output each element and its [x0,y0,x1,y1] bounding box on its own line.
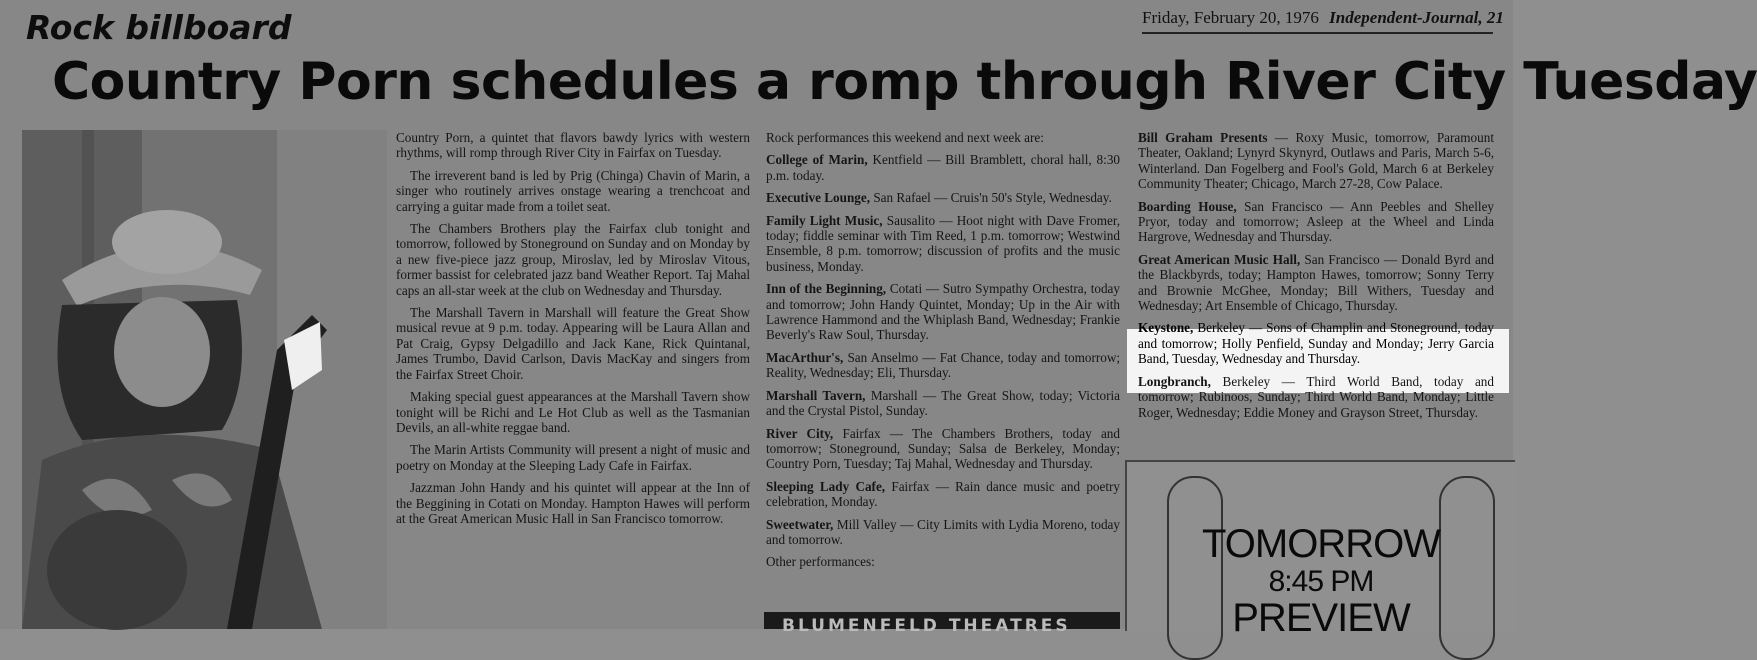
listing-item [766,479,1120,510]
listing-item [766,190,1120,205]
venue-name: MacArthur's, [766,349,844,365]
other-performances-label: Other performances: [766,554,875,570]
headline: Country Porn schedules a romp through River City Tuesday [52,52,1757,112]
venue-name: Sweetwater, [766,516,834,532]
listing-item-keystone [1138,320,1494,366]
venue-name: Great American Music Hall, [1138,251,1301,267]
listing-detail: San Rafael — Cruis'n 50's Style, Wednesday. [873,190,1112,206]
listing-detail: Cotati — Sutro Sympathy Orchestra, today and tomorrow; John Handy Quintet, Monday; Up in the Air with Lawrence Hammond and the Whiplash Band, Wednesday; Frankie Beverly's Raw Soul, Thursday. [766,281,1120,343]
musician-photo [22,130,387,629]
listing-detail: San Francisco — Ann Peebles and Shelley Pryor, today and tomorrow; Asleep at the Wheel and Linda Hargrove, Wednesday and Thursday. [1138,198,1495,245]
listing-detail: San Francisco — Donald Byrd and the Blackbyrds, today; Hampton Hawes, tomorrow; Sonny Terry and Brownie McGhee, Monday; Bill Withers, Tuesday and Wednesday; Art Ensemble of Chicago, Thursday. [1138,251,1494,314]
masthead: Independent-Journal, 21 [1329,8,1504,27]
theater-advertisement [1125,460,1515,640]
article-paragraph: Country Porn, a quintet that flavors bawdy lyrics with western rhythms, will romp through River City in Fairfax on Tuesday. [396,130,750,161]
banner-text: BLUMENFELD THEATRES [782,616,1071,636]
article-paragraph: The Chambers Brothers play the Fairfax club tonight and tomorrow, followed by Stoneground on Sunday and on Monday by a new five-piece jazz group, Miroslav, led by Miroslav Vitous, former bassist for celebrated jazz band Weather Report. Taj Mahal caps an all-star week at the club on Wednesday and Thursday. [396,221,750,298]
listings-column [766,130,1120,577]
article-paragraph: Jazzman John Handy and his quintet will appear at the Inn of the Beggining in Cotati on Monday. Hampton Hawes will perform at the Great American Music Hall in San Francisco tomorrow. [396,480,750,526]
listing-item [766,517,1120,548]
listing-detail: Sausalito — Hoot night with Dave Fromer, today; fiddle seminar with Tim Reed, 1 p.m. tomorrow; Westwind Ensemble, 8 p.m. tomorrow; discussion of profits and the music business, Monday. [766,212,1120,274]
listings-intro: Rock performances this weekend and next week are: [766,130,1044,145]
venue-name: Sleeping Lady Cafe, [766,478,886,494]
article-paragraph: The Marshall Tavern in Marshall will feature the Great Show musical revue at 9 p.m. today. Appearing will be Laura Allan and Pat Craig, Gypsy Delgadillo and Jack Kane, Rick Quintanal, James Trumbo, David Carlson, Davis MacKay and singers from the Fairfax Street Choir. [396,305,750,382]
listing-detail: Berkeley — Third World Band, today and tomorrow; Rubinoos, Sunday; Third World Band, Monday; Little Roger, Wednesday; Eddie Money and Grayson Street, Thursday. [1138,373,1494,420]
listing-item [1138,130,1494,192]
listing-detail: Kentfield — Bill Bramblett, choral hall, 8:30 p.m. today. [766,152,1121,183]
listing-item [1138,252,1494,314]
theatre-banner [764,612,1120,636]
listing-detail: Mill Valley — City Limits with Lydia Moreno, today and tomorrow. [766,516,1121,547]
ad-line: TOMORROW [1202,522,1440,566]
listing-detail: Fairfax — The Chambers Brothers, today and tomorrow; Stoneground, Sunday; Salsa de Berkeley, Monday; Country Porn, Tuesday; Taj Mahal, Wednesday and Thursday. [766,425,1120,472]
listing-item [1138,374,1494,420]
listing-detail: San Anselmo — Fat Chance, today and tomorrow; Reality, Wednesday; Eli, Thursday. [766,349,1121,381]
issue-date: Friday, February 20, 1976 [1142,8,1319,27]
ad-line: PREVIEW [1232,596,1410,640]
venue-name: Bill Graham Presents [1138,130,1268,145]
other-listings-column [1138,130,1494,427]
venue-name: Family Light Music, [766,212,883,228]
listing-detail: Marshall — The Great Show, today; Victoria and the Crystal Pistol, Sunday. [766,387,1120,419]
venue-name: College of Marin, [766,152,868,168]
listing-item [766,388,1120,419]
venue-name: Executive Lounge, [766,190,871,206]
listing-detail: Berkeley — Sons of Champlin and Stoneground, today and tomorrow; Holly Penfield, Sunday and Monday; Jerry Garcia Band, Tuesday, Wednesday and Thursday. [1138,320,1494,367]
article-paragraph: The Marin Artists Community will present a night of music and poetry on Monday at the Sleeping Lady Cafe in Fairfax. [396,442,750,473]
listing-item [766,213,1120,275]
article-paragraph: Making special guest appearances at the Marshall Tavern show tonight will be Richi and Le Hot Club as well as the Tasmanian Devils, an all-white reggae band. [396,389,750,435]
venue-name: Keystone, [1138,320,1194,336]
listing-item [766,426,1120,472]
section-label: Rock billboard [26,8,292,47]
listing-detail: — Roxy Music, tomorrow, Paramount Theater, Oakland; Lynyrd Skynyrd, Outlaws and Paris, March 5-6, Winterland. Dan Fogelberg and Fool's Gold, March 6 at Berkeley Community Theater; Chicago, March 27-28, Cow Palace. [1138,130,1494,192]
venue-name: River City, [766,425,834,441]
listing-detail: Fairfax — Rain dance music and poetry celebration, Monday. [766,478,1121,510]
article-paragraph: The irreverent band is led by Prig (Chinga) Chavin of Marin, a singer who routinely arrives onstage wearing a trenchcoat and carrying a guitar made from a toilet seat. [396,167,750,214]
venue-name: Marshall Tavern, [766,387,866,403]
venue-name: Boarding House, [1138,198,1237,214]
article-column [396,130,750,533]
listing-item [766,152,1120,183]
listing-item [766,350,1120,381]
dateline [1142,8,1504,34]
ad-line: 8:45 PM [1268,565,1374,598]
listing-item [1138,199,1494,245]
photo-illustration [22,130,387,629]
venue-name: Longbranch, [1138,373,1211,389]
listing-item [766,281,1120,343]
venue-name: Inn of the Beginning, [766,281,887,297]
